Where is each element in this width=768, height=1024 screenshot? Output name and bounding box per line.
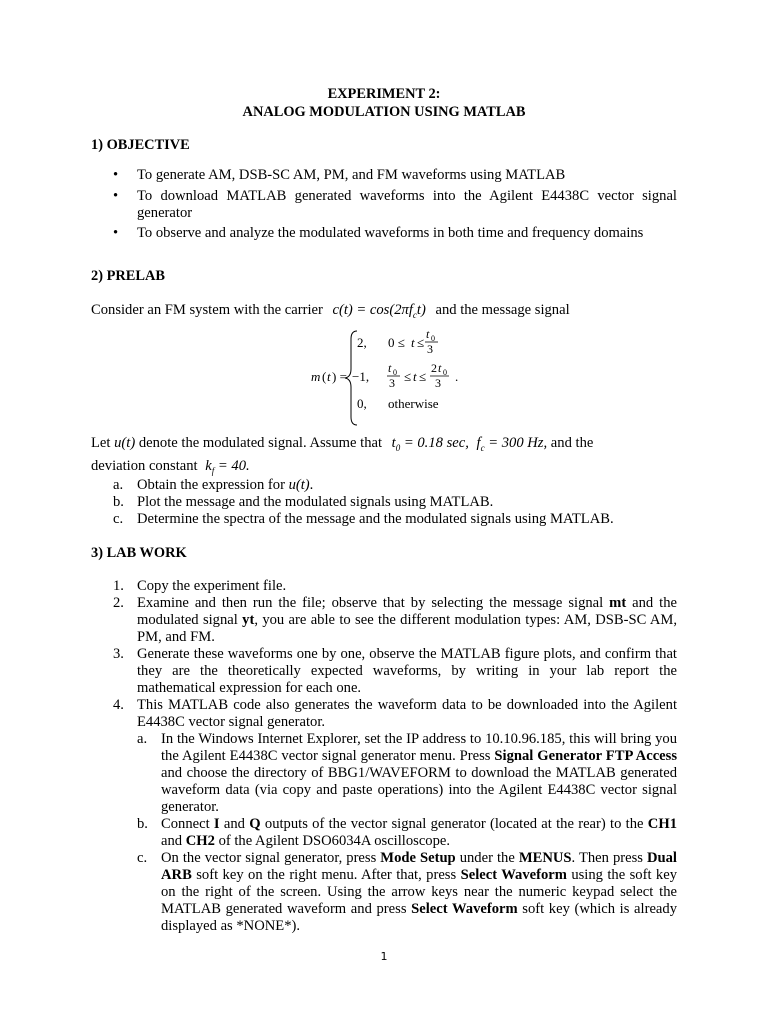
list-item: • To generate AM, DSB-SC AM, PM, and FM waveforms using MATLAB (113, 167, 566, 183)
list-item: • To download MATLAB generated waveforms into the Agilent E4438C vector signal generator (113, 188, 677, 221)
svg-text:.: . (455, 369, 459, 384)
svg-text:) =: ) = (332, 369, 347, 384)
page-number: 1 (380, 950, 388, 963)
list-item: c. On the vector signal generator, press Mode Setup under the MENUS. Then press Dual ARB soft key on the right menu. After that, press Select Waveform using the soft key on the right of the screen. Using the arrow keys near the numeric keypad select the MATLAB generated waveform and press Select Waveform soft key (which is already displayed as *NONE*). (137, 850, 678, 934)
prelab-heading: 2) PRELAB (91, 268, 165, 284)
list-item: a. Obtain the expression for u(t). (113, 477, 314, 493)
experiment-subtitle: ANALOG MODULATION USING MATLAB (242, 104, 526, 120)
assumption-line: Let u(t) denote the modulated signal. Assume that $t_0 = 0.18$ sec, $f_c = 300$ Hz, and the (91, 435, 593, 457)
svg-text:t: t (327, 369, 331, 384)
list-item: b. Connect I and Q outputs of the vector signal generator (located at the rear) to the CH1 and CH2 of the Agilent DSO6034A oscilloscope. (137, 816, 677, 849)
list-item: 3. Generate these waveforms one by one, observe the MATLAB figure plots, and confirm that they are the theoretically expected waveforms, by writing in your lab report the mathematical expression for each one. (113, 646, 677, 696)
list-item: c. Determine the spectra of the message and the modulated signals using MATLAB. (113, 511, 614, 527)
svg-text:0: 0 (393, 368, 397, 377)
svg-text:≤: ≤ (419, 369, 427, 384)
bullet-icon: • (113, 188, 119, 204)
svg-text:−1,: −1, (352, 369, 370, 384)
svg-text:0,: 0, (357, 396, 367, 411)
prelab-task-list (113, 477, 614, 528)
svg-text:m: m (311, 369, 321, 384)
carrier-equation: $c(t) = \cos(2\pi f_ct)$ (332, 302, 426, 320)
svg-text:≤: ≤ (417, 335, 425, 350)
svg-text:3: 3 (435, 376, 441, 390)
svg-text:t: t (411, 335, 415, 350)
kf-value: $k_f = 40$. (205, 458, 250, 476)
fc-value: $f_c = 300$ Hz, (476, 435, 548, 453)
svg-text:otherwise: otherwise (388, 396, 439, 411)
svg-text:0: 0 (431, 334, 435, 343)
bullet-icon: • (113, 167, 119, 183)
list-item: • To observe and analyze the modulated waveforms in both time and frequency domains (113, 225, 644, 241)
message-signal-equation (305, 325, 485, 430)
list-item: 1. Copy the experiment file. (113, 578, 287, 594)
labwork-heading: 3) LAB WORK (91, 545, 187, 561)
experiment-title: EXPERIMENT 2: (327, 86, 441, 102)
svg-text:2: 2 (431, 361, 437, 375)
objective-heading: 1) OBJECTIVE (91, 137, 190, 153)
t0-value: $t_0 = 0.18$ sec, (391, 435, 469, 453)
list-item: 2. Examine and then run the file; observe that by selecting the message signal mt and the modulated signal yt, you are able to see the different modulation types: AM, DSB-SC AM, PM, and FM. (113, 595, 678, 645)
list-item: b. Plot the message and the modulated signals using MATLAB. (113, 494, 494, 510)
svg-text:2,: 2, (357, 335, 367, 350)
deviation-line: deviation constant $k_f = 40$. (91, 458, 250, 480)
labwork-list (113, 578, 677, 935)
svg-text:t: t (388, 361, 392, 375)
bullet-icon: • (113, 225, 119, 241)
svg-text:t: t (413, 369, 417, 384)
svg-text:3: 3 (427, 342, 433, 356)
objective-list (91, 167, 677, 246)
svg-text:t: t (438, 361, 442, 375)
list-item: a. In the Windows Internet Explorer, set the IP address to 10.10.96.185, this will bring you the Agilent E4438C vector signal generator menu. Press Signal Generator FTP Access and choose the directory of BBG1/WAVEFORM to download the MATLAB generated waveform data (via copy and paste operations) into the Agilent E4438C vector signal generator. (137, 731, 678, 815)
svg-text:t: t (426, 327, 430, 341)
prelab-intro: Consider an FM system with the carrier $c(t) = \cos(2\pi f_ct)$ and the message signal (91, 302, 570, 324)
svg-text:≤: ≤ (404, 369, 412, 384)
svg-text:0 ≤: 0 ≤ (388, 335, 405, 350)
list-item: 4. This MATLAB code also generates the waveform data to be downloaded into the Agilent E4438C vector signal generator. a. In the Windows Internet Explorer, set the IP address to 10.10.96.185, this will bring you the Agilent E4438C vector signal generator menu. Press Signal Generator FTP Access and choose the directory of BBG1/WAVEFORM to download the MATLAB generated waveform data (via copy and paste operations) into the Agilent E4438C vector signal generator. b. Connect I and Q outputs of the vector signal generator (located at the rear) to the CH1 and CH2 of the Agilent DSO6034A oscilloscope. c. On the vector signal generator, press Mode Setup under the MENUS. Then press Dual ARB soft key on the right menu. After that, press Select Waveform using the soft key on the right of the screen. Using the arrow keys near the numeric keypad select the MATLAB generated waveform and press Select Waveform soft key (which is already displayed as *NONE*). (113, 697, 678, 934)
labwork-sublist (113, 731, 677, 935)
svg-text:0: 0 (443, 368, 447, 377)
svg-text:(: ( (322, 369, 327, 384)
svg-text:3: 3 (389, 376, 395, 390)
